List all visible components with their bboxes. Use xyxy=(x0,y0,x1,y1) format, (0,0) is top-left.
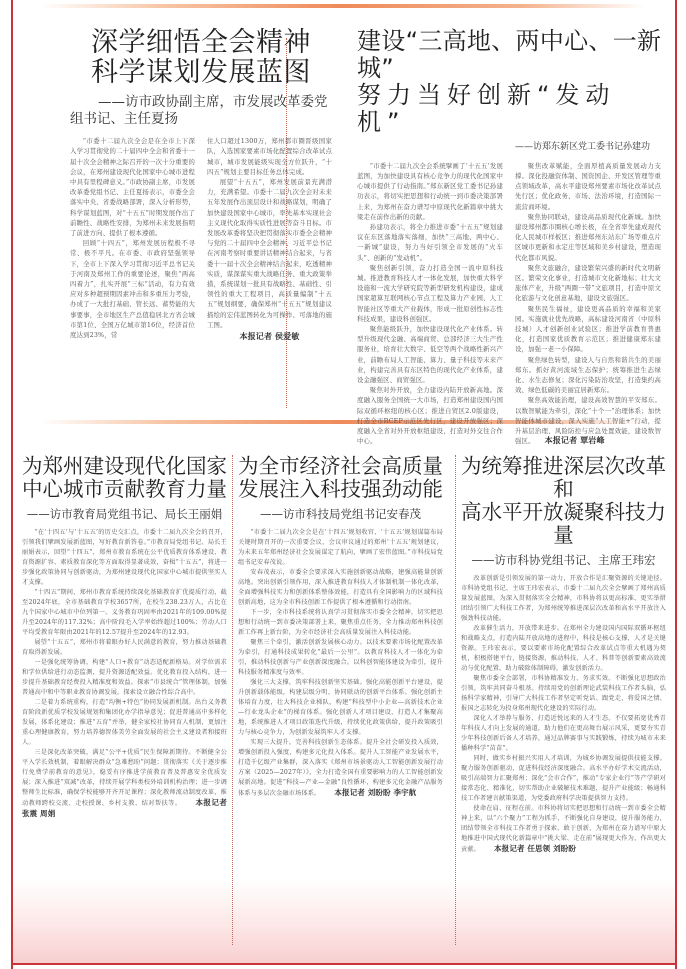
article-body xyxy=(22,528,227,926)
article-paragraph xyxy=(238,738,443,799)
article-headline: 建设“三高地、两中心、一新城” xyxy=(357,27,662,82)
article-headline: 为郑州建设现代化国家 xyxy=(22,454,227,478)
article-paragraph: 深化人才举荐与服务，打造近悦远来的人才生态。不仅要拓宽优秀青年科技人才向上发展的通道，助力他们在更高舞台展示风采，更要夯实青少年科技创新后备人才培养，通过品牌赛事与实践锻炼，持续为城市未来播种科学“苗苗”。 xyxy=(461,715,666,753)
article-paragraph: “在‘十四五’与‘十五五’的历史交汇点，市委十二届九次全会的召开，引领我们擘画发展新蓝图，写好教育新答卷。”市教育局党组书记、局长王丽娟表示，回望“十四五”，郑州市教育系统在公平优质教育体系建设、教育资源扩容、素质教育深化等方面取得显著成效，奋楫“十五五”，将进一步强化政策协同与创新驱动，为郑州建设现代化国家中心城市提供坚实人才支撑。 xyxy=(22,529,227,587)
article-paragraph: 改革创新是引领发展的第一动力，开放合作是汇聚资源的关键途径。市科协党组书记、主席王玮宏表示，市委十二届九次全会擘画了郑州高质量发展蓝图，为深入贯彻落实全会精神，市科协将以更高标准、更实举措团结引领广大科技工作者，为郑州统筹推进深层次改革和高水平开放注入强劲科技动能。 xyxy=(461,575,666,623)
article-an-chunmao xyxy=(238,455,443,926)
article-paragraph xyxy=(461,804,666,855)
article-subtitle: ——访市政协副主席，市发展改革委党组书记、主任夏扬 xyxy=(70,94,328,128)
article-headline: 科学谋划发展蓝图 xyxy=(91,57,311,89)
article-paragraph-text: 使命在肩，征程在前。市科协将切实把思想和行动统一到市委全会精神上来，以“六个聚力”工程为抓手，不断强化自身建设，提升服务能力，团结带领全市科技工作者勇于探索、敢于创新，为郑州在奋力谱写中原大地推进中国式现代化新篇章中“挑大梁、走在前”展现更大作为，作出更大贡献。 xyxy=(461,805,666,854)
article-subtitle: ——访郑东新区党工委书记孙建功 xyxy=(514,141,650,152)
article-column xyxy=(357,161,503,461)
article-headline: 高水平开放凝聚科技力量 xyxy=(461,499,666,547)
article-paragraph-text: 聚焦高效能治理，建设高效智慧的平安郑东。以数智赋能为牵引，深化“十个一”治理体系；加快智能体城市建设，深入实施“人工智能+”行动，提升基层治理、风险防控与应急处置效能，建设数智强区。 xyxy=(515,396,661,446)
article-paragraph: 回顾“十四五”，郑州发展历程极不寻常、极不平凡。在市委、市政府坚强领导下，全市上下深入学习贯彻习近平总书记关于河南及郑州工作的重要论述，聚焦“两高四着力”，扎实开展“三标”活动，有力有效应对多种超预期因素冲击和多重压力考验，办成了一大批打基础、管长远、蓄势能的大事要事，全市地区生产总值稳居北方省会城市第1位、全国万亿城市第16位，经济首位度达到23%，常 xyxy=(70,239,195,340)
article-paragraph: “市委十二届九次全会系统擘画了‘十五五’发展蓝图，为加快建设具有核心竞争力的现代化国家中心城市提供了行动指南。”郑东新区党工委书记孙建功表示，将切实把思想和行动统一到市委决策部署上来，为郑州在奋力谱写中原现代化新篇章中挑大梁走在前作出新的贡献。 xyxy=(357,161,503,221)
article-paragraph: “十四五”期间，郑州市教育系统持续深化基础教育扩优提质行动，截至2024年底，全市基础教育学校3657所，在校生238.23万人，占比在九个国家中心城市中位列第一。义务教育巩固率由2021年的109.00%提升至2024年的117.32%；高中阶段毛入学率始终超过100%；劳动人口平均受教育年限由2021年的12.57提升至2024年的12.93。 xyxy=(22,589,227,637)
article-headline: 发展注入科技强劲动能 xyxy=(238,476,443,501)
article-paragraph: 下一步，全市科技系统将认真学习贯彻落实市委全会精神，切实把思想和行动统一到市委决策部署上来，聚焦重点任务，全力推动郑州科技创新工作再上新台阶，为全市经济社会高质量发展注入科技动能。 xyxy=(238,609,443,637)
article-paragraph: 孙建功表示，将全力推进市委“十五五”规划建议在东区落地落实落细，加快“三高地、两中心、一新城”建设，努力当好引领全市发展的“火车头”、创新的“发动机”。 xyxy=(357,222,503,262)
article-byline: 本报记者 刘盼盼 李宇航 xyxy=(334,788,417,798)
article-paragraph: 同时，做实乡村振兴实用人才培训，为城乡协调发展提供技能支撑。聚力服务创新驱动，促进科技经济深度融合。高水平办好学术交流活动，吸引高端智力汇聚郑州；深化“会市合作”，推动“专家企业行”等产学研对接常态化、精准化，切实帮助企业破解技术难题，提升产业能级；畅通科技工作者建言献策渠道，为党委政府科学决策提供智力支持。 xyxy=(461,755,666,803)
article-subtitle: ——访市科协党组书记、主席王玮宏 xyxy=(471,552,656,567)
article-paragraph xyxy=(515,395,661,446)
article-paragraph: 住人口超过1300万，郑州都市圈晋级国家队，入选国家要素市场化配置综合改革试点城市，城市发展能级实现全方位跃升，“十四五”规划主要目标任务总体完成。 xyxy=(207,137,332,176)
article-headline: 努力当好创新“发动机” xyxy=(357,80,616,136)
article-paragraph: “市委十二届九次全会是在全市上下深入学习贯彻党的二十届四中全会和省委十一届十次全会精神之际召开的一次十分重要的会议，在郑州建设现代化国家中心城市进程中具有里程碑意义。”市政协副主席，市发展改革委党组书记、主任夏扬表示，市委全会落实中央、省委战略部署，深入分析形势，科学谋划蓝图，对“十五五”时期发展作出了前瞻性、战略性安排，为郑州未来发展指明了前进方向、提供了根本遵循。 xyxy=(70,137,195,238)
article-paragraph: “市委十二届九次全会是在‘十四五’规划收官、‘十五五’规划谋篇布局关键时期召开的一次重要会议，会议审议通过的郑州‘十五五’规划建议，为未来五年郑州经济社会发展谋定了航向，擘画了宏伟蓝图。”市科技局党组书记安春茂说。 xyxy=(238,529,443,567)
page-frame-right xyxy=(675,0,677,969)
article-paragraph xyxy=(22,748,227,820)
article-subtitle: ——访市科技局党组书记安春茂 xyxy=(260,506,421,521)
article-paragraph: 聚焦市委全会部署，市科协精准发力、务求实效。不断强化思想政治引领，筑牢共同奋斗根基。持续用党的创新理论武装科技工作者头脑，弘扬科学家精神，引导广大科技工作者坚定听党话、跟党走，将爱国之情、报国之志转化为投身郑州现代化建设的实际行动。 xyxy=(461,675,666,713)
column-divider-bottom-right xyxy=(455,455,456,945)
article-headline: 中心城市贡献教育力量 xyxy=(22,476,227,501)
article-paragraph: 强化三大支撑，筑牢科技创新坚实基础。强化高能创新平台建设，提升创新载体能级，构建层级分明、协同联动的创新平台体系。强化创新主体培育力度，壮大科技企业梯队，构建“科技型中小企业—高新技术企业—行业龙头企业”的梯育体系。强化创新人才项目建设，打造人才集聚高地，系统推进人才项目政策迭代升级，持续优化政策供给，提升政策吸引力与核心竞争力，为创新发展筑牢人才支撑。 xyxy=(238,679,443,737)
top-accent-bar-right xyxy=(340,4,645,8)
article-paragraph: 一是强化统筹协调，构建“人口+教育”动态适配新格局。对学位需求和学位供给进行动态监测，提升资源适配效益。优化教育投入结构，进一步提升基础教育经费投入精准度和效益。探索“市县统合”管理体制，加强普通高中和中等职业教育协调发展，探索设立融合性综合高中。 xyxy=(22,659,227,697)
article-xia-yang xyxy=(70,28,332,342)
article-byline: 本报记者 侯爱敏 xyxy=(239,332,300,342)
article-byline: 本报记者 覃岩峰 xyxy=(544,436,605,446)
top-accent-bar-left xyxy=(40,4,340,8)
page-frame-left xyxy=(11,0,13,969)
article-subtitle: ——访市教育局党组书记、局长王丽娟 xyxy=(26,506,223,521)
article-paragraph: 二是着力系统重构，打造“均衡+特色”协同发展新机制。出台义务教育阶段新优质学校发展规划和集团化办学指导意见；促进普通高中多样化发展，体系化建设；推进“五育”并举，健全家校社协同育人机制，更加注重心理健康教育，努力培养德智体美劳全面发展的社会主义建设者和接班人。 xyxy=(22,699,227,747)
article-headline: 为全市经济社会高质量 xyxy=(238,454,443,478)
article-paragraph: 聚焦三个牵引，激活创新发展核心动力。以技术要素市场化配置改革为牵引，打通科技成果转化“最后一公里”。以教育科技人才一体化为牵引，推动科技创新与产业创新深度融合。以科创智能体建设为牵引，提升科技服务精准度与效率。 xyxy=(238,639,443,677)
article-paragraph: 改革催生活力，开放带来进步。在郑州全力建设国内国际双循环枢纽和战略支点，打造内陆开放高地的进程中，科技是核心支撑，人才是关键资源。王玮宏表示，要以要素市场化配置综合改革试点等重大机遇为契机，积极搭建平台，链接资源，推动科技、人才、科普等创新要素高效流动与优化配置，助力破除体制障碍，激发创新活力。 xyxy=(461,625,666,673)
article-paragraph: 聚焦文旅融合，建设繁荣兴盛的新时代文明新区。繁荣文化事业，打造城市文化新地标；壮大文旅体产业，升级“两圈一带”文旅项目，打造中原文化旅游与文化创意基地，建设文旅强区。 xyxy=(515,263,661,303)
article-column xyxy=(207,136,332,342)
article-paragraph-text: 实现三大提升，完善科技创新生态体系。提升全社会研发投入质效，增强创新投入强度，构建多元化投入体系。提升人工智能产业发展水平，打造千亿级产业集群，深入落实《郑州市场景驱动人工智能创新发展行动方案（2025—2027年）》，全力打造全国有重要影响力的人工智能创新发展新高地。促进“科技—产业—金融”良性循环，构建多元化金融产品服务体系与多层次金融市场体系。 xyxy=(238,739,443,798)
article-column xyxy=(515,161,661,471)
column-divider-bottom-left xyxy=(232,455,233,945)
article-headline: 为统筹推进深层次改革和 xyxy=(461,454,666,501)
article-paragraph: 聚焦创新引领，奋力打造全国一流中原科技城。推进教育科技人才一体化发展，加快重大科学设施和一流大学研究院等新型研发机构建设，建成国家超算互联网核心节点工程及算力产业园、人工智能社区等重大产业载体，形成一批原创性标志性科技成果，建设科创强区。 xyxy=(357,263,503,323)
article-paragraph: 聚焦民生福祉，建设更高品质的幸福和美家园。实施就业优先战略，高标建设河南省（中原科技城）人才创新创业试验区；推进学前教育普惠化，打造国家优质教育示范区；推进健康郑东建设，加强一老一小保障。 xyxy=(515,304,661,354)
article-paragraph: 聚焦能级跃升，加快建设现代化产业体系。转型升级现代金融、高端商贸、总部经济三大生产性服务业，培育壮大数字、低空等两个战略性新兴产业，前瞻布局人工智能、算力、量子科技等未来产业，构建完善具有东区特色的现代化产业体系，建设金融强区、商贸强区。 xyxy=(357,325,503,385)
article-paragraph: 聚焦协同联动，建设高品质现代化新城。加快建设郑州都市圈核心增长极，在全省率先建成现代化人民城市样板区；推进郑州东站东广场等重点片区城市更新和永定庄等区域和美乡村建设，塑造现代化都市风貌。 xyxy=(515,212,661,262)
article-headline: 深学细悟全会精神 xyxy=(91,27,311,58)
article-sun-jiangong xyxy=(357,28,662,471)
article-paragraph: 安春茂表示，市委全会要求深入实施创新驱动战略，建强高能量创新高地。突出创新引领作用，深入推进教育科技人才体制机制一体化改革，全面增强科技实力和创新体系整体效能，打造具有全国影响力的区域科技创新高地，这为全市科技创新工作提供了根本遵循和行动指南。 xyxy=(238,569,443,607)
article-paragraph-text: 三是深化改革突破，满足“公平+优质”民生保障新期待。不断健全公平入学长效机制，着眼解决群众“急难愁盼”问题；贯彻落实《关于逐步推行免费学前教育的意见》，稳妥有序推进学前教育普及普惠安全优质发展；深入推进“双减”改革，持续开展学科类校外培训机构治理；进一步调整师生比标准，确保学校能够开齐开足课程；深化教师流动制度改革，推动教师跨校交流、走校授课、乡村支教、结对帮扶等。 xyxy=(22,749,227,808)
article-paragraph: 聚焦改革赋能，全面厚植高质量发展动力支撑。深化投融资体制、国资国企、开发区管理等重点领域改革，高水平建设郑州要素市场化改革试点先行区；优化政务、市场、法治环境，打造国际一流营商环境。 xyxy=(515,161,661,211)
article-byline: 本报记者 张震 周娟 xyxy=(22,798,227,819)
article-column xyxy=(70,136,195,342)
article-paragraph: 聚焦对外开放，全力建设内陆开放新高地。深度融入服务全国统一大市场，打造郑州建设国内国际双循环枢纽的核心区；推进自贸区2.0版建设，打造全市RCEP示范区先行区，建设开放强区；深度融入全省对外开放枢纽建设，打造对外交往合作中心。 xyxy=(357,386,503,446)
article-wang-lijuan xyxy=(22,455,227,926)
article-body xyxy=(461,574,666,969)
article-body xyxy=(238,528,443,926)
article-paragraph: 展望“十五五”，郑州市将着眼办好人民满意的教育，努力推动基础教育取得新发展。 xyxy=(22,639,227,657)
article-byline: 本报记者 任思领 刘盼盼 xyxy=(494,844,577,854)
article-wang-weihong xyxy=(461,455,666,969)
middle-accent-bar-left xyxy=(40,420,340,424)
article-paragraph: 聚焦绿色转型，建设人与自然和谐共生的美丽郑东。抓好黄河流域生态保护；统筹推进生态绿化、水生态修复；深化污染防治攻坚，打造集约高效、绿色低碳的美丽宜居新郑东。 xyxy=(515,355,661,395)
article-paragraph: 展望“十五五”，郑州发展前景充满潜力，充满希望。市委十二届九次全会对未来五年发展作出顶层设计和战略谋划，明确了加快建设国家中心城市，率先基本实现社会主义现代化取得实质性进展等奋斗目标。市发展改革委将坚决把贯彻落实市委全会精神与党的二十届四中全会精神、习近平总书记在河南考察时重要讲话精神结合起来，与省委十一届十次全会精神结合起来，吃透精神实质，谋深谋实重大战略任务、重大政策举措，系统谋划一批具有战略性、基础性、引领性的重大工程项目，高质量编制“十五五”规划纲要，确保郑州“十五五”规划建议描绘的宏伟蓝图转化为可操作、可落地的施工图。 xyxy=(207,178,332,329)
